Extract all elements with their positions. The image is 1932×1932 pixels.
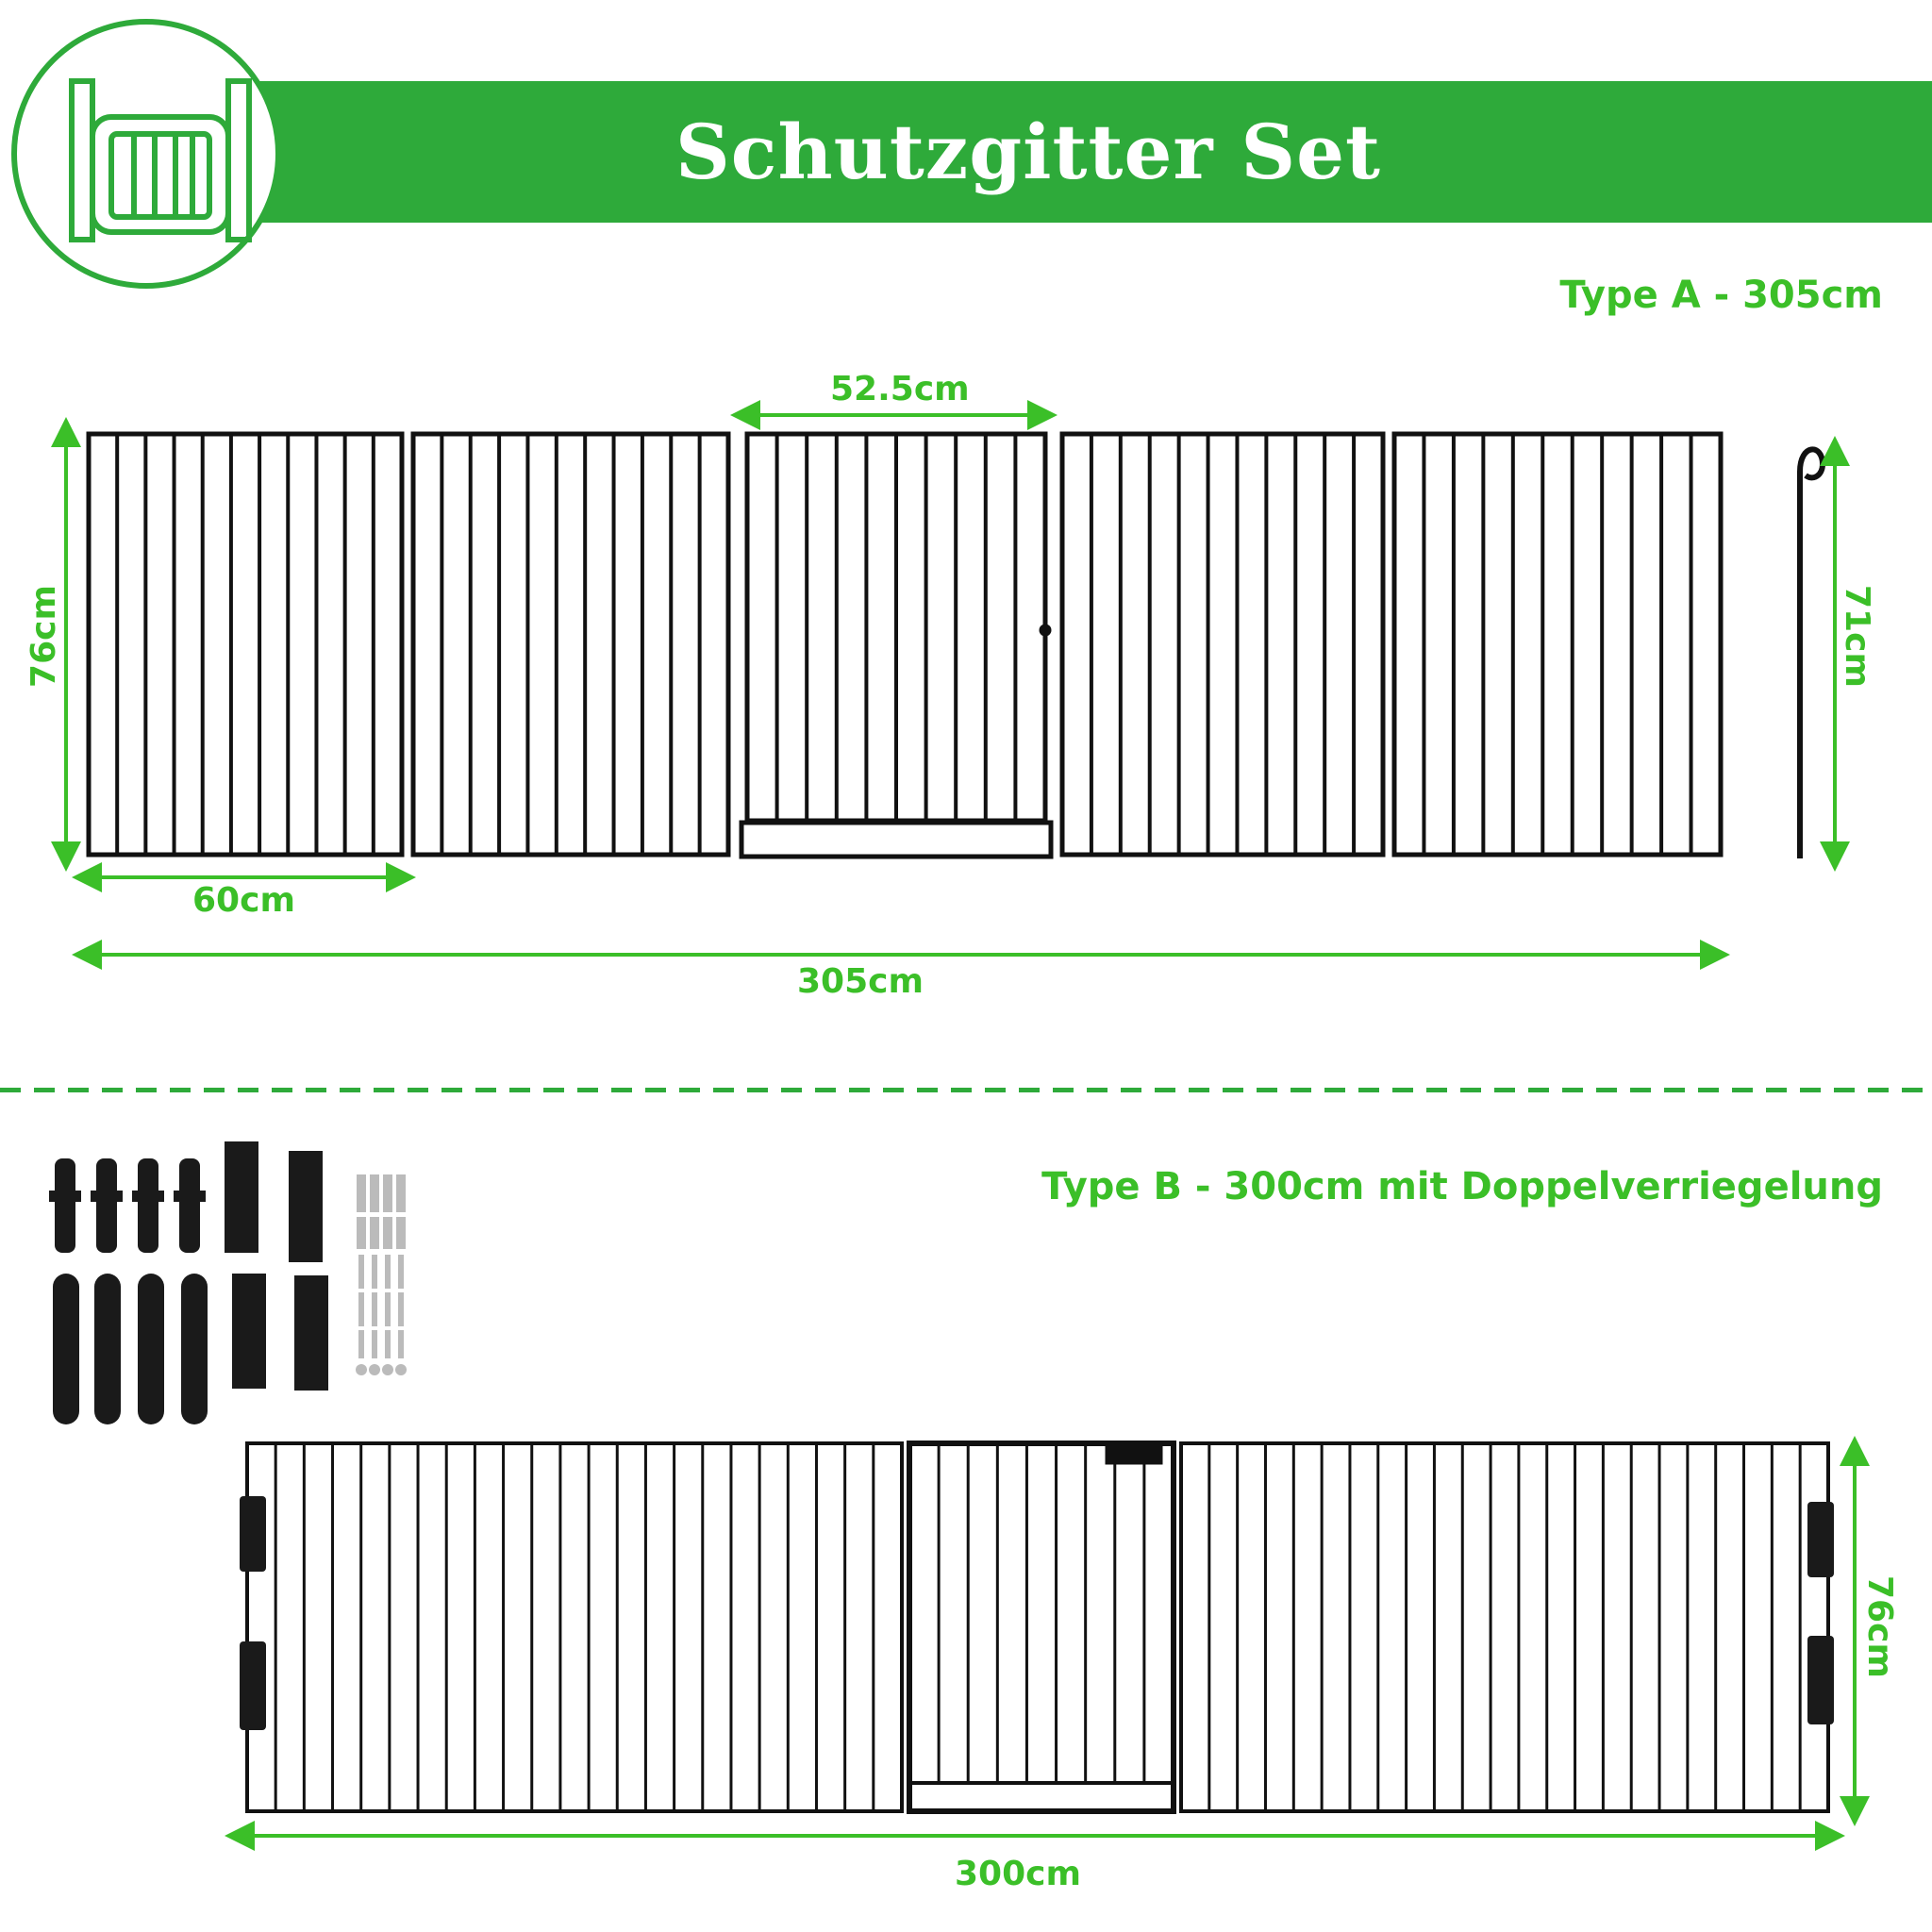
door-panel xyxy=(747,434,1045,821)
large-bracket xyxy=(225,1141,258,1253)
large-bracket xyxy=(232,1274,266,1389)
type-b-total-width-label: 300cm xyxy=(955,1855,1081,1893)
type-a-gate xyxy=(89,434,1721,857)
small-bracket xyxy=(91,1158,123,1253)
type-b-label: Type B - 300cm mit Doppelverriegelung xyxy=(1041,1165,1883,1208)
type-a-label: Type A - 305cm xyxy=(1559,274,1883,317)
small-bracket xyxy=(49,1158,81,1253)
large-bracket xyxy=(294,1275,328,1391)
type-b-wall-mounts xyxy=(240,1496,1834,1730)
mounting-accessories xyxy=(49,1141,407,1424)
gate-panel xyxy=(413,434,728,855)
type-a-door-width-label: 52.5cm xyxy=(830,370,970,408)
double-lock xyxy=(1106,1443,1162,1464)
type-a-dimension-lines xyxy=(66,415,1835,955)
stake-hook xyxy=(1800,449,1823,858)
wall-plate xyxy=(181,1274,208,1424)
door-threshold xyxy=(909,1783,1174,1811)
screw-set xyxy=(356,1174,407,1375)
gate-panel xyxy=(1181,1443,1828,1811)
gate-panel xyxy=(1062,434,1383,855)
page-title: Schutzgitter Set xyxy=(675,108,1381,196)
door-panel xyxy=(909,1443,1174,1811)
gate-panel xyxy=(247,1443,902,1811)
type-b-gate xyxy=(247,1443,1828,1811)
wall-plate xyxy=(94,1274,121,1424)
gate-panel xyxy=(1394,434,1721,855)
small-bracket xyxy=(174,1158,206,1253)
door-threshold xyxy=(741,823,1051,857)
small-bracket xyxy=(132,1158,164,1253)
type-a-stake-height-label: 71cm xyxy=(1838,585,1876,688)
type-a-panel-width-label: 60cm xyxy=(192,881,295,920)
type-a-total-width-label: 305cm xyxy=(797,962,924,1001)
wall-plate xyxy=(53,1274,79,1424)
wall-plate xyxy=(138,1274,164,1424)
type-b-dimension-lines xyxy=(240,1451,1855,1836)
type-a-height-label: 76cm xyxy=(25,585,63,688)
type-b-height-label: 76cm xyxy=(1860,1575,1899,1678)
latch-knob xyxy=(1040,625,1051,636)
gate-panel xyxy=(89,434,402,855)
large-bracket xyxy=(289,1151,323,1262)
